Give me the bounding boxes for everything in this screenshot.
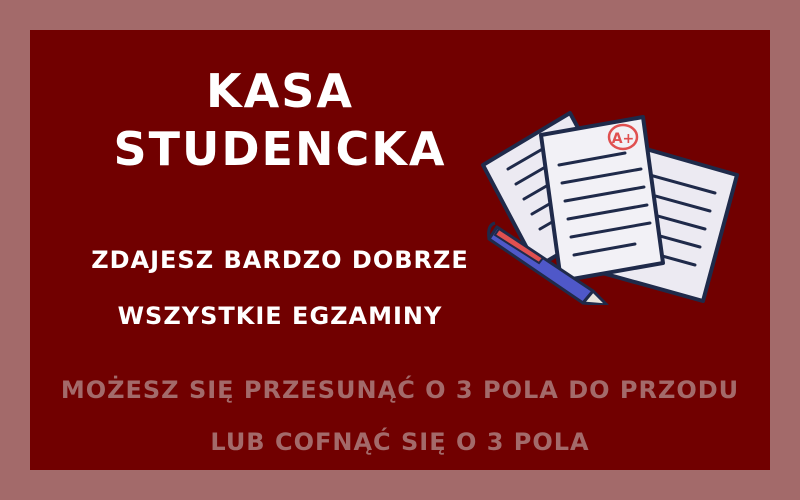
card-title bbox=[100, 62, 460, 178]
instructions-line-2: LUB COFNĄĆ SIĘ O 3 POLA bbox=[210, 428, 590, 456]
subtitle-line-1: ZDAJESZ BARDZO DOBRZE bbox=[91, 246, 469, 274]
instructions-line-1: MOŻESZ SIĘ PRZESUNĄĆ O 3 POLA DO PRZODU bbox=[60, 376, 740, 404]
grade-mark: A+ bbox=[611, 131, 635, 147]
exam-papers-illustration bbox=[475, 105, 745, 305]
subtitle-line-2: WSZYSTKIE EGZAMINY bbox=[117, 302, 443, 330]
title-line-2: STUDENCKA bbox=[113, 122, 447, 176]
paper-front bbox=[541, 117, 663, 281]
move-instructions bbox=[30, 364, 770, 468]
title-line-1: KASA bbox=[206, 64, 354, 118]
card-subtitle bbox=[60, 232, 500, 344]
